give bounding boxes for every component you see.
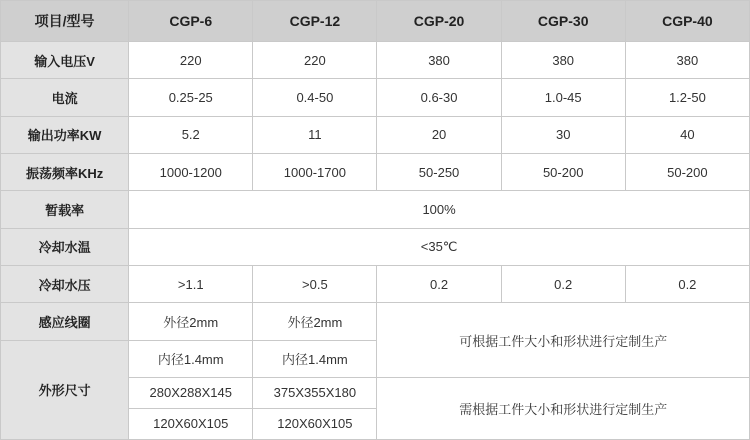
table-row [1,42,750,79]
table-row [1,265,750,302]
row-header: 振荡频率KHz [1,153,129,190]
table-cell: 120X60X105 [129,408,253,439]
row-header: 输入电压V [1,42,129,79]
table-cell: 380 [501,42,625,79]
column-header-cgp-30: CGP-30 [501,1,625,42]
table-cell: 5.2 [129,116,253,153]
table-row [1,303,750,340]
column-header-item-model: 项目/型号 [1,1,129,42]
row-header: 外形尺寸 [1,340,129,440]
column-header-cgp-12: CGP-12 [253,1,377,42]
table-cell: 380 [625,42,749,79]
table-cell: 50-200 [501,153,625,190]
table-cell: 0.6-30 [377,79,501,116]
table-row [1,116,750,153]
table-cell: 内径1.4mm [253,340,377,377]
table-cell: 0.2 [625,265,749,302]
table-cell: 需根据工件大小和形状进行定制生产 [377,377,750,439]
table-cell: 30 [501,116,625,153]
table-body [1,42,750,440]
table-cell: 220 [129,42,253,79]
table-row [1,228,750,265]
table-cell: 0.4-50 [253,79,377,116]
table-cell: 内径1.4mm [129,340,253,377]
table-cell: 外径2mm [129,303,253,340]
table-cell: 0.25-25 [129,79,253,116]
table-header-row [1,1,750,42]
table-cell: 280X288X145 [129,377,253,408]
column-header-cgp-40: CGP-40 [625,1,749,42]
table-cell: 0.2 [377,265,501,302]
table-cell: >1.1 [129,265,253,302]
row-header: 冷却水压 [1,265,129,302]
table-cell: 40 [625,116,749,153]
table-row [1,79,750,116]
table-cell: 0.2 [501,265,625,302]
table-cell: 20 [377,116,501,153]
row-header: 感应线圈 [1,303,129,340]
table-cell: 可根据工件大小和形状进行定制生产 [377,303,750,378]
table-row [1,191,750,228]
table-row [1,153,750,190]
table-cell: 1.2-50 [625,79,749,116]
table-header [1,1,750,42]
table-cell: 外径2mm [253,303,377,340]
table-cell: 50-250 [377,153,501,190]
column-header-cgp-6: CGP-6 [129,1,253,42]
row-header: 电流 [1,79,129,116]
table-cell: <35℃ [129,228,750,265]
table-cell: >0.5 [253,265,377,302]
table-cell: 375X355X180 [253,377,377,408]
table-cell: 50-200 [625,153,749,190]
column-header-cgp-20: CGP-20 [377,1,501,42]
table-cell: 120X60X105 [253,408,377,439]
table-cell: 220 [253,42,377,79]
row-header: 输出功率KW [1,116,129,153]
table-cell: 1000-1200 [129,153,253,190]
table-cell: 11 [253,116,377,153]
row-header: 冷却水温 [1,228,129,265]
table-cell: 380 [377,42,501,79]
table-cell: 1000-1700 [253,153,377,190]
table-cell: 100% [129,191,750,228]
row-header: 暂载率 [1,191,129,228]
table-cell: 1.0-45 [501,79,625,116]
